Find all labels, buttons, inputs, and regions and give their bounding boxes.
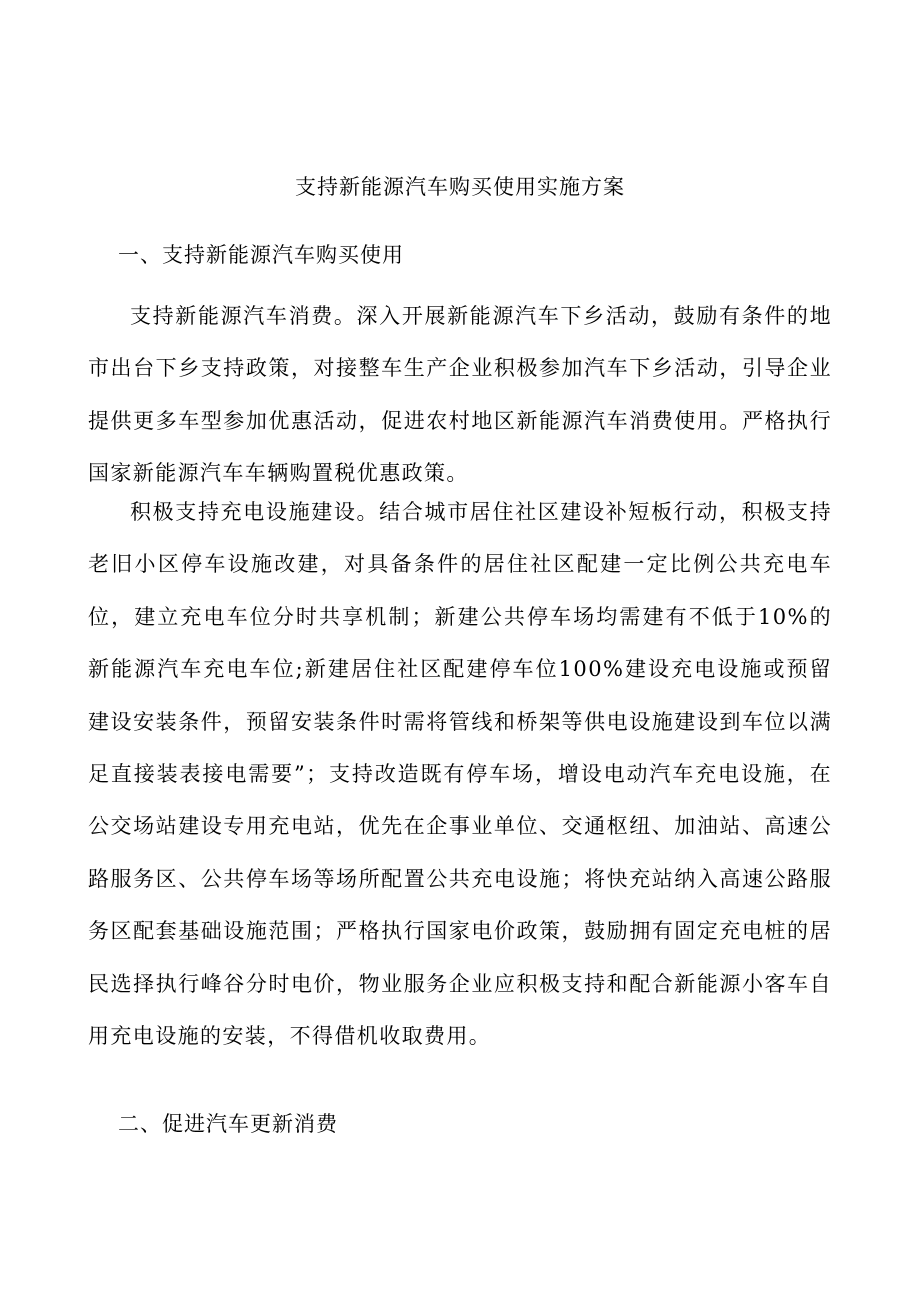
- document-title: 支持新能源汽车购买使用实施方案: [295, 175, 625, 199]
- section-heading-2: 二、促进汽车更新消费: [118, 1112, 338, 1136]
- paragraph-ev-consumption: 支持新能源汽车消费。深入开展新能源汽车下乡活动，鼓励有条件的地市出台下乡支持政策，对接整车生产企业积极参加汽车下乡活动，引导企业提供更多车型参加优惠活动，促进农村地区新能源汽车消费使用。严格执行国家新能源汽车车辆购置税优惠政策。: [88, 304, 832, 486]
- paragraph-charging-facilities: 积极支持充电设施建设。结合城市居住社区建设补短板行动，积极支持老旧小区停车设施改建，对具备条件的居住社区配建一定比例公共充电车位，建立充电车位分时共享机制；新建公共停车场均需建有不低于10%的新能源汽车充电车位;新建居住社区配建停车位100%建设充电设施或预留建设安装条件，预留安装条件时需将管线和桥架等供电设施建设到车位以满足直接装表接电需要”；支持改造既有停车场，增设电动汽车充电设施，在公交场站建设专用充电站，优先在企事业单位、交通枢纽、加油站、高速公路服务区、公共停车场等场所配置公共充电设施；将快充站纳入高速公路服务区配套基础设施范围；严格执行国家电价政策，鼓励拥有固定充电桩的居民选择执行峰谷分时电价，物业服务企业应积极支持和配合新能源小客车自用充电设施的安装，不得借机收取费用。: [88, 500, 832, 1049]
- section-heading-1: 一、支持新能源汽车购买使用: [118, 243, 404, 267]
